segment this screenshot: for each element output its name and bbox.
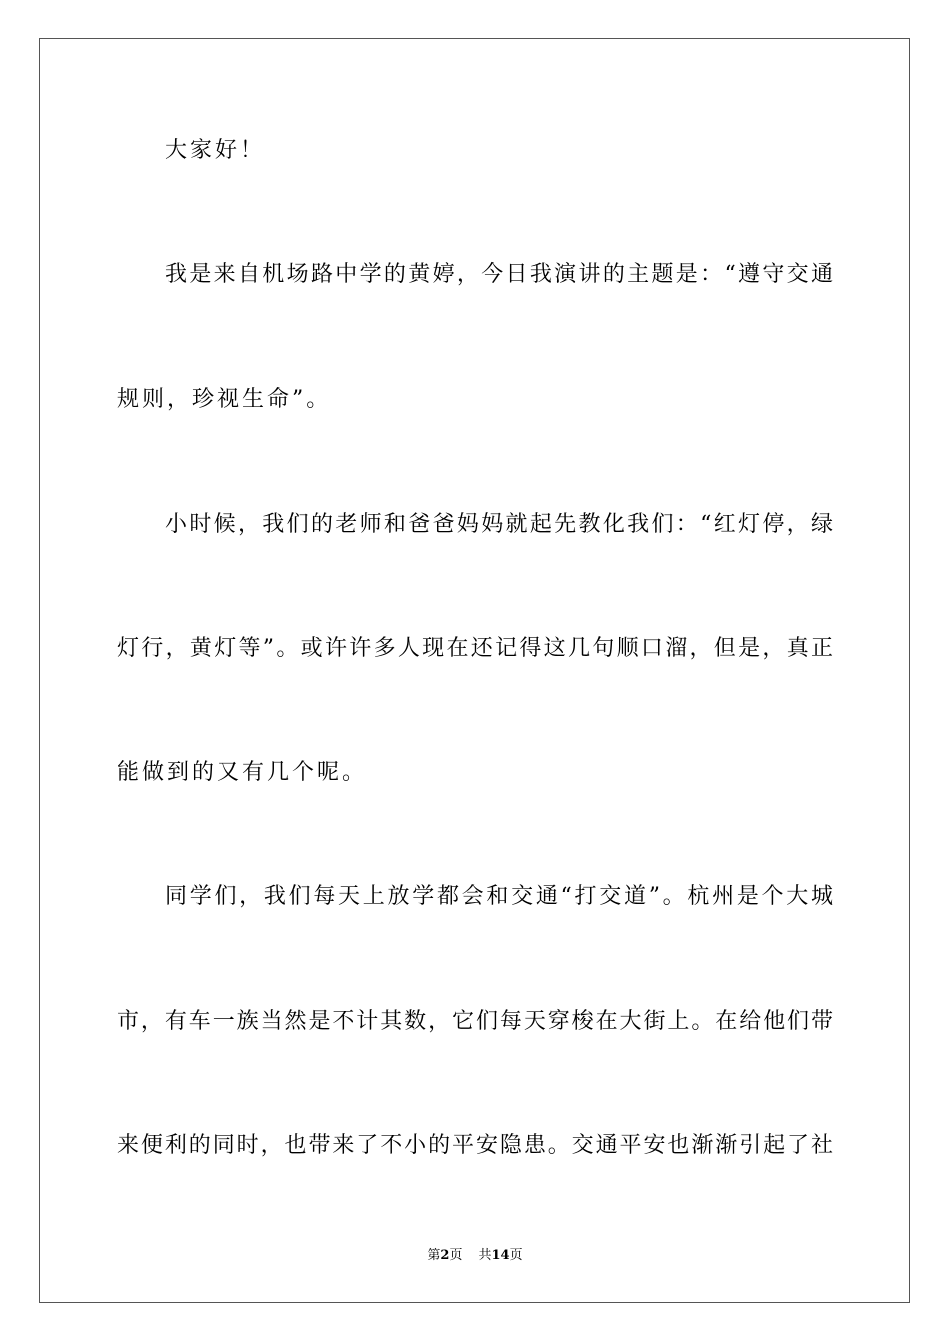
page-number: 2 (440, 1248, 450, 1263)
page-prefix: 第 (427, 1248, 441, 1263)
paragraph-line: 同学们，我们每天上放学都会和交通“打交道”。杭州是个大城 (165, 884, 833, 909)
paragraph-line: 来便利的同时，也带来了不小的平安隐患。交通平安也渐渐引起了社 (117, 1133, 833, 1158)
total-suffix: 页 (509, 1248, 523, 1263)
page-footer (0, 1247, 950, 1265)
greeting-line: 大家好！ (165, 138, 266, 163)
paragraph-line: 小时候，我们的老师和爸爸妈妈就起先教化我们：“红灯停，绿 (165, 512, 833, 537)
paragraph-line: 市，有车一族当然是不计其数，它们每天穿梭在大街上。在给他们带 (117, 1009, 833, 1034)
total-prefix: 共 (478, 1248, 492, 1263)
paragraph-line: 能做到的又有几个呢。 (117, 760, 368, 785)
total-pages: 14 (491, 1248, 510, 1263)
paragraph-line: 我是来自机场路中学的黄婷，今日我演讲的主题是：“遵守交通 (165, 262, 833, 287)
page-suffix: 页 (449, 1248, 463, 1263)
page-border (39, 38, 910, 1303)
paragraph-line: 规则，珍视生命”。 (117, 387, 332, 412)
paragraph-line: 灯行，黄灯等”。或许许多人现在还记得这几句顺口溜，但是，真正 (117, 636, 833, 661)
